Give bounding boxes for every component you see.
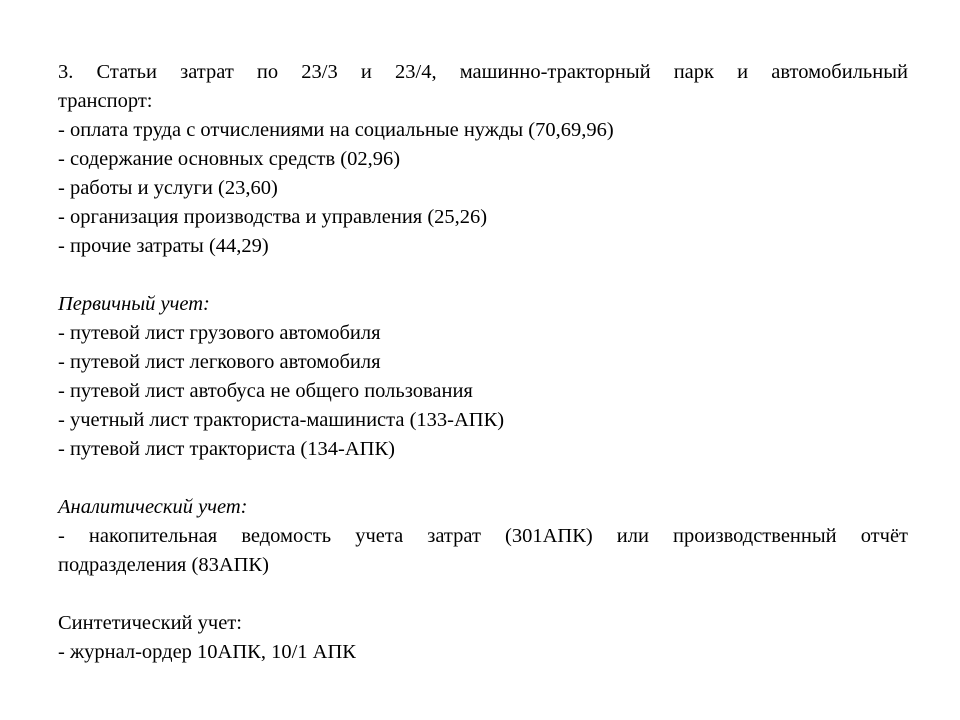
list-item: - путевой лист грузового автомобиля — [58, 322, 381, 344]
list-item: - работы и услуги (23,60) — [58, 177, 278, 199]
list-item: - путевой лист автобуса не общего пользования — [58, 380, 473, 402]
list-item: - организация производства и управления (25,26) — [58, 206, 488, 228]
section-synthetic-accounting — [58, 609, 908, 667]
spacer — [58, 261, 908, 290]
list-item-continued: подразделения (83АПК) — [58, 554, 269, 576]
list-item: - оплата труда с отчислениями на социальные нужды (70,69,96) — [58, 119, 614, 141]
section-analytic-accounting — [58, 493, 908, 580]
list-item: - путевой лист тракториста (134-АПК) — [58, 438, 395, 460]
primary-accounting-heading: Первичный учет: — [58, 293, 210, 315]
section-primary-accounting — [58, 290, 908, 464]
list-item: - учетный лист тракториста-машиниста (133-АПК) — [58, 409, 505, 431]
list-item: - содержание основных средств (02,96) — [58, 148, 401, 170]
list-item: - журнал-ордер 10АПК, 10/1 АПК — [58, 641, 356, 663]
list-item: - путевой лист легкового автомобиля — [58, 351, 381, 373]
slide-content — [58, 58, 908, 667]
section-cost-items — [58, 58, 908, 261]
list-item: - прочие затраты (44,29) — [58, 235, 269, 257]
synthetic-accounting-heading: Синтетический учет: — [58, 612, 242, 634]
cost-items-heading: 3. Статьи затрат по 23/3 и 23/4, машинно-тракторный парк и автомобильный — [58, 61, 908, 83]
cost-items-heading-continued: транспорт: — [58, 90, 153, 112]
spacer — [58, 580, 908, 609]
list-item: - накопительная ведомость учета затрат (301АПК) или производственный отчёт — [58, 525, 908, 547]
analytic-accounting-heading: Аналитический учет: — [58, 496, 248, 518]
spacer — [58, 464, 908, 493]
